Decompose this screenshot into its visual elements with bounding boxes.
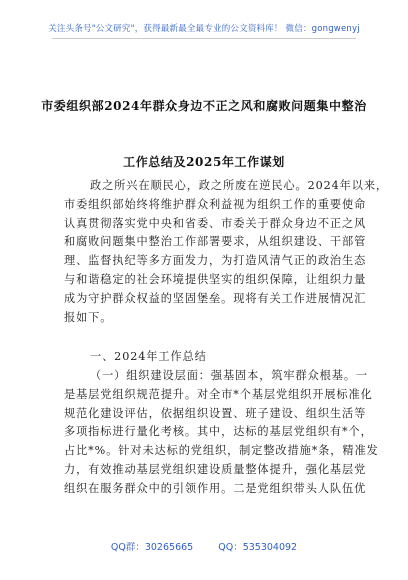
- detail-line: 占比*%。针对未达标的党组织，制定整改措施*条，精准发: [64, 444, 379, 458]
- section-heading-text: 一、2024年工作总结: [90, 350, 207, 363]
- intro-line: 理、监督执纪等多方面发力，为打造风清气正的政治生态: [64, 254, 367, 268]
- detail-line: 力，有效推动基层党组织建设质量整体提升，强化基层党: [64, 462, 367, 476]
- detail-paragraph: [64, 367, 379, 499]
- detail-line: 组织在服务群众中的引领作用。二是党组织带头人队伍优: [64, 481, 367, 495]
- intro-line: 报如下。: [64, 310, 113, 324]
- intro-line: 与和谐稳定的社会环境提供坚实的组织保障，让组织力量: [64, 272, 367, 286]
- section-heading: [64, 348, 354, 367]
- detail-line: 多项指标进行量化考核。其中，达标的基层党组织有*个，: [64, 425, 373, 439]
- document-title-line-2: 工作总结及2025年工作谋划: [123, 155, 285, 169]
- header-banner: 关注头条号"公文研究"，获得最新最全最专业的公文资料库！ 微信：gongwenyj: [48, 24, 360, 34]
- detail-line: 规范化建设评估，依据组织设置、班子建设、组织生活等: [64, 406, 367, 420]
- intro-line: 认真贯彻落实党中央和省委、市委关于群众身边不正之风: [64, 216, 367, 230]
- footer-qq-group: QQ群：30265665: [110, 542, 194, 553]
- intro-line: 和腐败问题集中整治工作部署要求，从组织建设、干部管: [64, 235, 367, 249]
- intro-paragraph: [64, 177, 388, 327]
- intro-line: 市委组织部始终将维护群众利益视为组织工作的重要使命: [64, 197, 367, 211]
- header-divider: [52, 38, 356, 39]
- intro-line: 政之所兴在顺民心，政之所废在逆民心。2024年以来，: [90, 179, 388, 192]
- document-title-line-1: 市委组织部2024年群众身边不正之风和腐败问题集中整治: [41, 99, 367, 113]
- detail-line: （一）组织建设层面：强基固本，筑牢群众根基。一: [90, 369, 369, 382]
- detail-line: 是基层党组织规范提升。对全市*个基层党组织开展标准化: [64, 387, 373, 401]
- intro-line: 成为守护群众权益的坚固堡垒。现将有关工作进展情况汇: [64, 291, 367, 305]
- footer-qq-number: QQ：535304092: [218, 542, 298, 553]
- footer-contact: [0, 539, 408, 553]
